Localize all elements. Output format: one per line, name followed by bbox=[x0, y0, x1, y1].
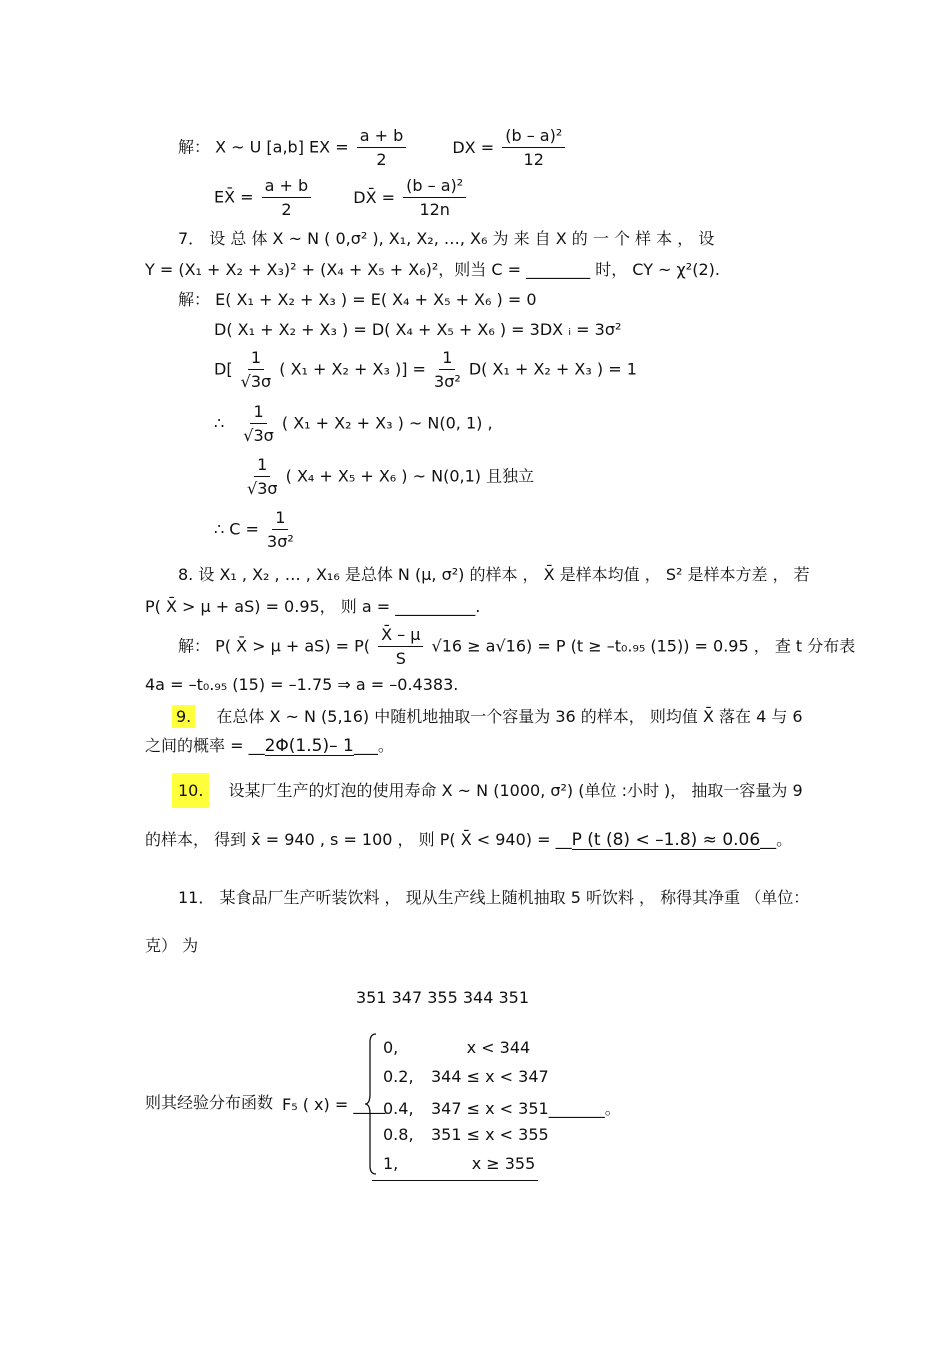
q11-data: 351 347 355 344 351 bbox=[356, 988, 530, 1007]
s7c-frac2 bbox=[434, 350, 461, 390]
dxbar-fraction bbox=[403, 178, 466, 218]
q10-post: __。 bbox=[760, 830, 793, 849]
piece-cond: 344 ≤ x < 347 bbox=[431, 1067, 549, 1086]
q11-line2: 克） 为 bbox=[145, 936, 199, 955]
s7-line1: 解： E( X₁ + X₂ + X₃ ) = E( X₄ + X₅ + X₆ ) = 0 bbox=[178, 290, 537, 309]
q9-answer: 2Φ(1.5)– 1 bbox=[264, 736, 354, 756]
frac-den: S bbox=[395, 649, 406, 668]
q10-answer: P (t (8) < –1.8) ≈ 0.06 bbox=[571, 830, 761, 850]
q8-line1: 8. 设 X₁ , X₂ , … , X₁₆ 是总体 N (μ, σ²) 的样本 ， X̄ 是样本均值 ， S² 是样本方差 ， 若 bbox=[178, 565, 810, 584]
s7e-post: ( X₄ + X₅ + X₆ ) ~ N(0,1) 且独立 bbox=[285, 466, 535, 486]
q9-line2 bbox=[145, 738, 394, 756]
s8a-pre: 解： P( X̄ > μ + aS) = P( bbox=[178, 636, 371, 656]
q10-text: 设某厂生产的灯泡的使用寿命 X ~ N (1000, σ²) (单位 :小时 )， 抽取一容量为 9 bbox=[228, 781, 803, 800]
frac-num: 1 bbox=[272, 510, 288, 530]
piece-value: 0, bbox=[383, 1038, 399, 1057]
s8a-frac bbox=[378, 627, 423, 667]
frac-den: 3σ² bbox=[434, 372, 461, 391]
q9-pre: 之间的概率 = __ bbox=[145, 736, 265, 755]
s7-line5 bbox=[244, 457, 534, 497]
frac-num: 1 bbox=[254, 457, 270, 477]
q11-post: _______。 bbox=[548, 1099, 621, 1118]
frac-num: (b – a)² bbox=[403, 178, 466, 198]
s7-line2: D( X₁ + X₂ + X₃ ) = D( X₄ + X₅ + X₆ ) = 3DX ᵢ = 3σ² bbox=[214, 320, 622, 339]
dxbar-label: DX̄ = bbox=[353, 187, 396, 207]
exbar-label: EX̄ = bbox=[214, 187, 254, 207]
piece-row bbox=[383, 1038, 621, 1067]
frac-num: a + b bbox=[357, 128, 407, 148]
frac-num: 1 bbox=[250, 404, 266, 424]
s8-line2: 4a = –t₀.₉₅ (15) = –1.75 ⇒ a = –0.4383. bbox=[145, 675, 459, 694]
q9-line1 bbox=[172, 709, 803, 725]
frac-num: a + b bbox=[262, 178, 312, 198]
ex-fraction bbox=[357, 128, 407, 168]
q10-number: 10. bbox=[172, 773, 209, 808]
s7-line3 bbox=[214, 350, 637, 390]
s6-text: 解： X ~ U [a,b] EX = bbox=[178, 137, 349, 157]
exbar-fraction bbox=[262, 178, 312, 218]
piece-value: 0.8, bbox=[383, 1125, 414, 1144]
q10-line2 bbox=[145, 832, 792, 850]
q9-number: 9. bbox=[172, 705, 195, 728]
s7c-pre: D[ bbox=[214, 359, 233, 379]
frac-num: 1 bbox=[439, 350, 455, 370]
piece-value: 0.4, bbox=[383, 1099, 414, 1118]
s7-line6 bbox=[214, 510, 297, 550]
q9-post: ___。 bbox=[353, 736, 394, 755]
frac-den: √3σ bbox=[247, 479, 278, 498]
s7-line4 bbox=[214, 404, 493, 444]
q11-line1: 11． 某食品厂生产听装饮料 ， 现从生产线上随机抽取 5 听饮料 ， 称得其净重 （单位： bbox=[178, 888, 810, 907]
piece-value: 1, bbox=[383, 1154, 399, 1173]
s7c-frac1 bbox=[241, 350, 272, 390]
piece-row bbox=[383, 1125, 621, 1154]
q8-line2: P( X̄ > μ + aS) = 0.95， 则 a = __________. bbox=[145, 597, 481, 616]
s7c-post: D( X₁ + X₂ + X₃ ) = 1 bbox=[468, 359, 637, 379]
s7c-mid: ( X₁ + X₂ + X₃ )] = bbox=[279, 359, 426, 379]
frac-den: 3σ² bbox=[267, 532, 294, 551]
frac-num: (b – a)² bbox=[502, 128, 565, 148]
q7-line2: Y = (X₁ + X₂ + X₃)² + (X₄ + X₅ + X₆)²，则当 C = ________ 时， CY ~ χ²(2). bbox=[145, 260, 720, 279]
s7d-post: ( X₁ + X₂ + X₃ ) ~ N(0, 1) , bbox=[281, 413, 493, 433]
s7d-pre: ∴ bbox=[214, 413, 225, 433]
frac-den: 2 bbox=[281, 200, 292, 219]
frac-den: √3σ bbox=[243, 426, 274, 445]
q7-line1: 7． 设 总 体 X ~ N ( 0,σ² ), X₁, X₂, …, X₆ 为 来 自 X 的 一 个 样 本 ， 设 bbox=[178, 229, 715, 248]
piece-cond: 347 ≤ x < 351 bbox=[431, 1099, 549, 1118]
piece-row bbox=[383, 1154, 621, 1183]
s7f-frac bbox=[267, 510, 294, 550]
frac-den: 12n bbox=[419, 200, 450, 219]
s7d-frac bbox=[243, 404, 274, 444]
frac-den: 2 bbox=[376, 150, 387, 169]
piece-row bbox=[383, 1067, 621, 1096]
left-brace-icon bbox=[364, 1032, 378, 1176]
q9-text: 在总体 X ~ N (5,16) 中随机地抽取一个容量为 36 的样本， 则均值 X̄ 落在 4 与 6 bbox=[216, 707, 803, 726]
s6-line2 bbox=[214, 178, 469, 218]
q11-ecdf-label: 则其经验分布函数 bbox=[145, 1093, 274, 1112]
frac-num: X̄ – μ bbox=[378, 627, 423, 647]
piece-cond: x < 344 bbox=[431, 1038, 531, 1057]
piecewise-function bbox=[383, 1038, 621, 1183]
s6-line1 bbox=[178, 128, 568, 168]
piece-row bbox=[383, 1096, 621, 1125]
piece-cond: x ≥ 355 bbox=[431, 1154, 536, 1173]
frac-num: 1 bbox=[248, 350, 264, 370]
q10-line1 bbox=[172, 773, 803, 809]
dx-label: DX = bbox=[452, 137, 495, 157]
frac-den: 12 bbox=[523, 150, 544, 169]
s8-line1 bbox=[178, 627, 855, 667]
ecdf-underline bbox=[372, 1180, 538, 1181]
frac-den: √3σ bbox=[240, 372, 272, 391]
s7e-frac bbox=[247, 457, 278, 497]
s8a-post: √16 ≥ a√16) = P (t ≥ –t₀.₉₅ (15)) = 0.95 ， 查 t 分布表 bbox=[431, 636, 856, 656]
q10-pre: 的样本， 得到 x̄ = 940 , s = 100 ， 则 P( X̄ < 940) = __ bbox=[145, 830, 572, 849]
s7f-pre: ∴ C = bbox=[214, 519, 259, 539]
dx-fraction bbox=[502, 128, 565, 168]
piece-value: 0.2, bbox=[383, 1067, 414, 1086]
piece-cond: 351 ≤ x < 355 bbox=[431, 1125, 549, 1144]
q11-f5: F₅ ( x) = ____ bbox=[282, 1095, 386, 1114]
